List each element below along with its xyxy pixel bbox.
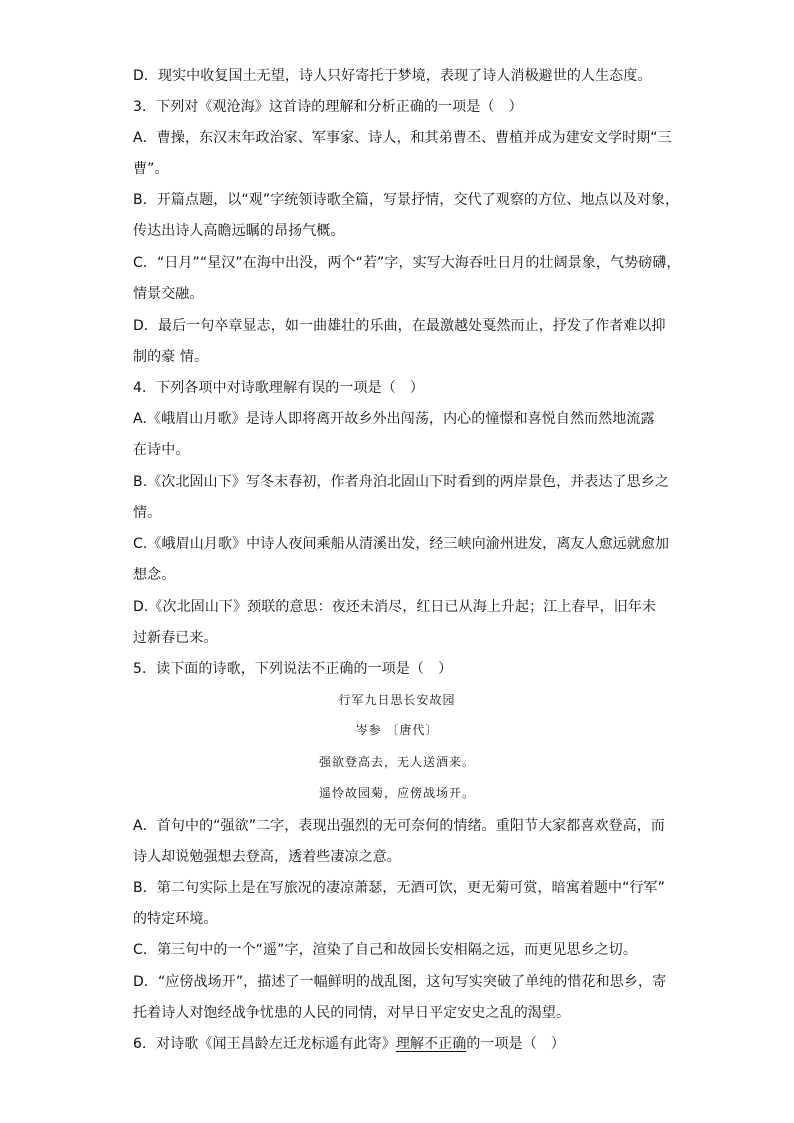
option-5b-line1: B．第二句实际上是在写旅况的凄凉萧瑟，无酒可饮，更无菊可赏，暗寓着题中“行军” <box>133 880 666 896</box>
option-3b-line1: B．开篇点题，以“观”字统领诗歌全篇，写景抒情，交代了观察的方位、地点以及对象， <box>133 192 680 208</box>
option-5d-line1: D．“应傍战场开”，描述了一幅鲜明的战乱图，这句写实突破了单纯的惜花和思乡，寄 <box>133 974 667 990</box>
question-4: 4．下列各项中对诗歌理解有误的一项是（ ） <box>133 380 425 396</box>
option-3c-line2: 情景交融。 <box>133 286 204 302</box>
option-4c-line1: C.《峨眉山月歌》中诗人夜间乘船从清溪出发，经三峡向渝州进发，离友人愈远就愈加 <box>133 536 670 552</box>
poem-line-2: 遥怜故园菊，应傍战场开。 <box>318 786 475 800</box>
option-2d: D．现实中收复国土无望，诗人只好寄托于梦境，表现了诗人消极避世的人生态度。 <box>133 68 652 84</box>
option-3a-line1: A．曹操，东汉末年政治家、军事家、诗人，和其弟曹丕、曹植并成为建安文学时期“三 <box>133 130 672 146</box>
option-4d-line1: D.《次北固山下》颈联的意思：夜还未消尽，红日已从海上升起；江上春早，旧年未 <box>133 599 657 615</box>
option-5a-line1: A．首句中的“强欲”二字，表现出强烈的无可奈何的情绪。重阳节大家都喜欢登高，而 <box>133 818 665 834</box>
option-3d-line2: 制的豪 情。 <box>133 349 209 365</box>
question-6-suffix: 的一项是（ ） <box>466 1036 566 1052</box>
option-4a-line1: A.《峨眉山月歌》是诗人即将离开故乡外出闯荡，内心的憧憬和喜悦自然而然地流露 <box>133 411 655 427</box>
option-5a-line2: 诗人却说勉强想去登高，透着些凄凉之意。 <box>133 849 401 865</box>
option-3b-line2: 传达出诗人高瞻远瞩的昂扬气概。 <box>133 223 345 239</box>
option-4c-line2: 想念。 <box>133 567 176 583</box>
question-6-prefix: 6．对诗歌《闻王昌龄左迁龙标遥有此寄》 <box>133 1036 396 1052</box>
question-6 <box>133 1034 565 1054</box>
option-5b-line2: 的特定环境。 <box>133 911 218 927</box>
poem-line-1: 强欲登高去，无人送酒来。 <box>318 755 475 769</box>
option-5c: C．第三句中的一个“遥”字，渲染了自己和故园长安相隔之远，而更见思乡之切。 <box>133 942 637 958</box>
option-4b-line1: B.《次北固山下》写冬末春初，作者舟泊北固山下时看到的两岸景色，并表达了思乡之 <box>133 474 669 490</box>
question-5: 5．读下面的诗歌，下列说法不正确的一项是（ ） <box>133 661 453 677</box>
question-6-underlined: 理解不正确 <box>395 1036 467 1052</box>
option-3c-line1: C．“日月”“星汉”在海中出没，两个“若”字，实写大海吞吐日月的壮阔景象，气势磅礴， <box>133 255 681 271</box>
option-4b-line2: 情。 <box>133 505 162 521</box>
question-3: 3．下列对《观沧海》这首诗的理解和分析正确的一项是（ ） <box>133 99 523 115</box>
option-4a-line2: 在诗中。 <box>133 442 190 458</box>
option-3a-line2: 曹”。 <box>133 161 169 177</box>
option-3d-line1: D．最后一句卒章显志，如一曲雄壮的乐曲，在最激越处戛然而止，抒发了作者难以抑 <box>133 318 666 334</box>
option-4d-line2: 过新春已来。 <box>133 630 218 646</box>
poem-author: 岑参 〔唐代〕 <box>355 723 439 737</box>
option-5d-line2: 托着诗人对饱经战争忧患的人民的同情，对早日平定安史之乱的渴望。 <box>133 1005 571 1021</box>
poem-title: 行军九日思长安故园 <box>338 693 456 707</box>
